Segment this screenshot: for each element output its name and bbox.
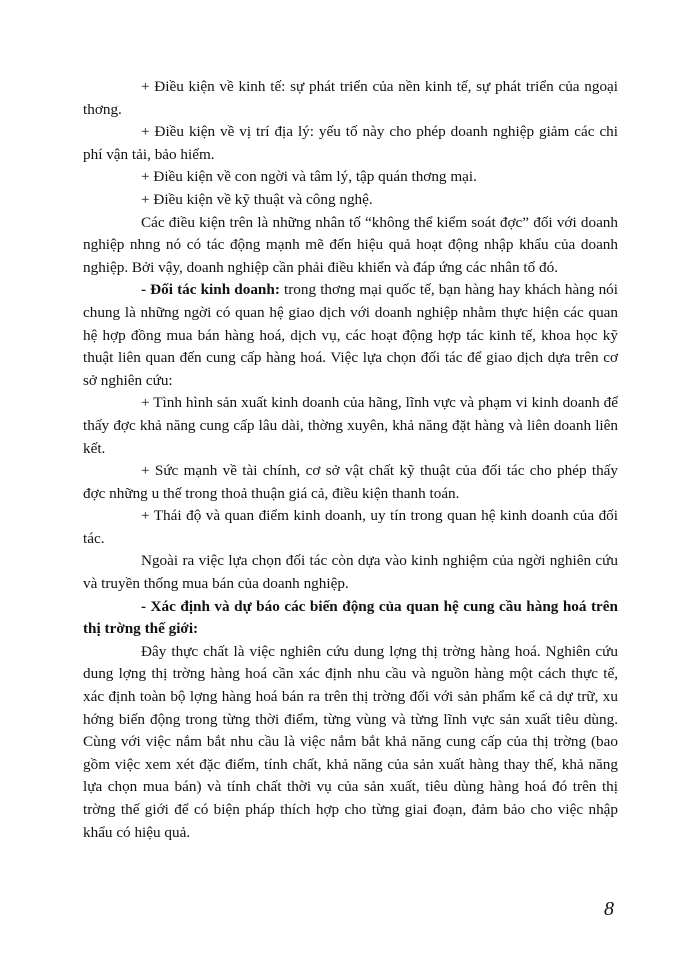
- paragraph-partner-attitude: + Thái độ và quan điểm kinh doanh, uy tín trong quan hệ kinh doanh của đối tác.: [83, 507, 618, 547]
- business-partners-text: trong thơng mại quốc tế, bạn hàng hay khách hàng nói chung là những ngời có quan hệ giao dịch với doanh nghiệp nhằm thực hiện các quan hệ hợp đồng mua bán hàng hoá, dịch vụ, các hoạt động hợp tác kinh tế, khoa học kỹ thuật liên quan đến cung cấp hàng hoá. Việc lựa chọn đối tác để giao dịch dựa trên cơ sở nghiên cứu:: [83, 281, 618, 389]
- paragraph-economic-conditions: + Điều kiện về kinh tế: sự phát triển của nền kinh tế, sự phát triển của ngoại thơng.: [83, 78, 618, 118]
- page-number: 8: [604, 898, 614, 920]
- paragraph-partner-production: + Tình hình sản xuất kinh doanh của hãng, lĩnh vực và phạm vi kinh doanh để thấy đợc khả năng cung cấp lâu dài, thờng xuyên, khả năng đặt hàng và liên doanh liên kết.: [83, 394, 618, 457]
- paragraph-human-conditions: + Điều kiện về con ngời và tâm lý, tập quán thơng mại.: [141, 168, 477, 186]
- paragraph-technology-conditions: + Điều kiện về kỹ thuật và công nghệ.: [141, 190, 373, 208]
- paragraph-partner-experience: Ngoài ra việc lựa chọn đối tác còn dựa vào kinh nghiệm của ngời nghiên cứu và truyền thống mua bán của doanh nghiệp.: [83, 552, 618, 593]
- heading-market-forecast: - Xác định và dự báo các biến động của quan hệ cung cầu hàng hoá trên thị trờng thế giới:: [83, 597, 618, 638]
- page-body: [83, 76, 618, 844]
- paragraph-partner-finance: + Sức mạnh về tài chính, cơ sở vật chất kỹ thuật của đối tác cho phép thấy đợc những u thế trong thoả thuận giá cả, điều kiện thanh toán.: [83, 462, 618, 502]
- heading-business-partners: - Đối tác kinh doanh:: [141, 281, 280, 299]
- paragraph-market-research: Đây thực chất là việc nghiên cứu dung lợng thị trờng hàng hoá. Nghiên cứu dung lợng thị trờng hàng hoá cần xác định nhu cầu và nguồn hàng một cách thực tế, xác định toàn bộ lợng hàng hoá bán ra trên thị trờng đối với sản phẩm kể cả dự trữ, xu hớng biến động trong từng thời điểm, từng vùng và từng lĩnh vực sản xuất tiêu dùng. Cùng với việc nắm bắt nhu cầu là việc nắm bắt khả năng cung cấp của thị trờng (bao gồm việc xem xét đặc điểm, tính chất, khả năng của sản xuất hàng thay thế, khả năng lựa chọn mua bán) và tính chất thời vụ của sản xuất, tiêu dùng hàng hoá đó trên thị trờng thế giới để có biện pháp thích hợp cho từng giai đoạn, đảm bảo cho việc nhập khẩu có hiệu quả.: [83, 642, 618, 841]
- paragraph-geographic-conditions: + Điều kiện về vị trí địa lý: yếu tố này cho phép doanh nghiệp giảm các chi phí vận tải, bảo hiểm.: [83, 123, 618, 163]
- paragraph-uncontrollable-factors: Các điều kiện trên là những nhân tố “không thể kiểm soát đợc” đối với doanh nghiệp nhng nó có tác động mạnh mẽ đến hiệu quả hoạt động nhập khẩu của doanh nghiệp. Bởi vậy, doanh nghiệp cần phải điều khiển và đáp ứng các nhân tố đó.: [83, 213, 618, 276]
- paragraph-business-partners: [83, 279, 618, 392]
